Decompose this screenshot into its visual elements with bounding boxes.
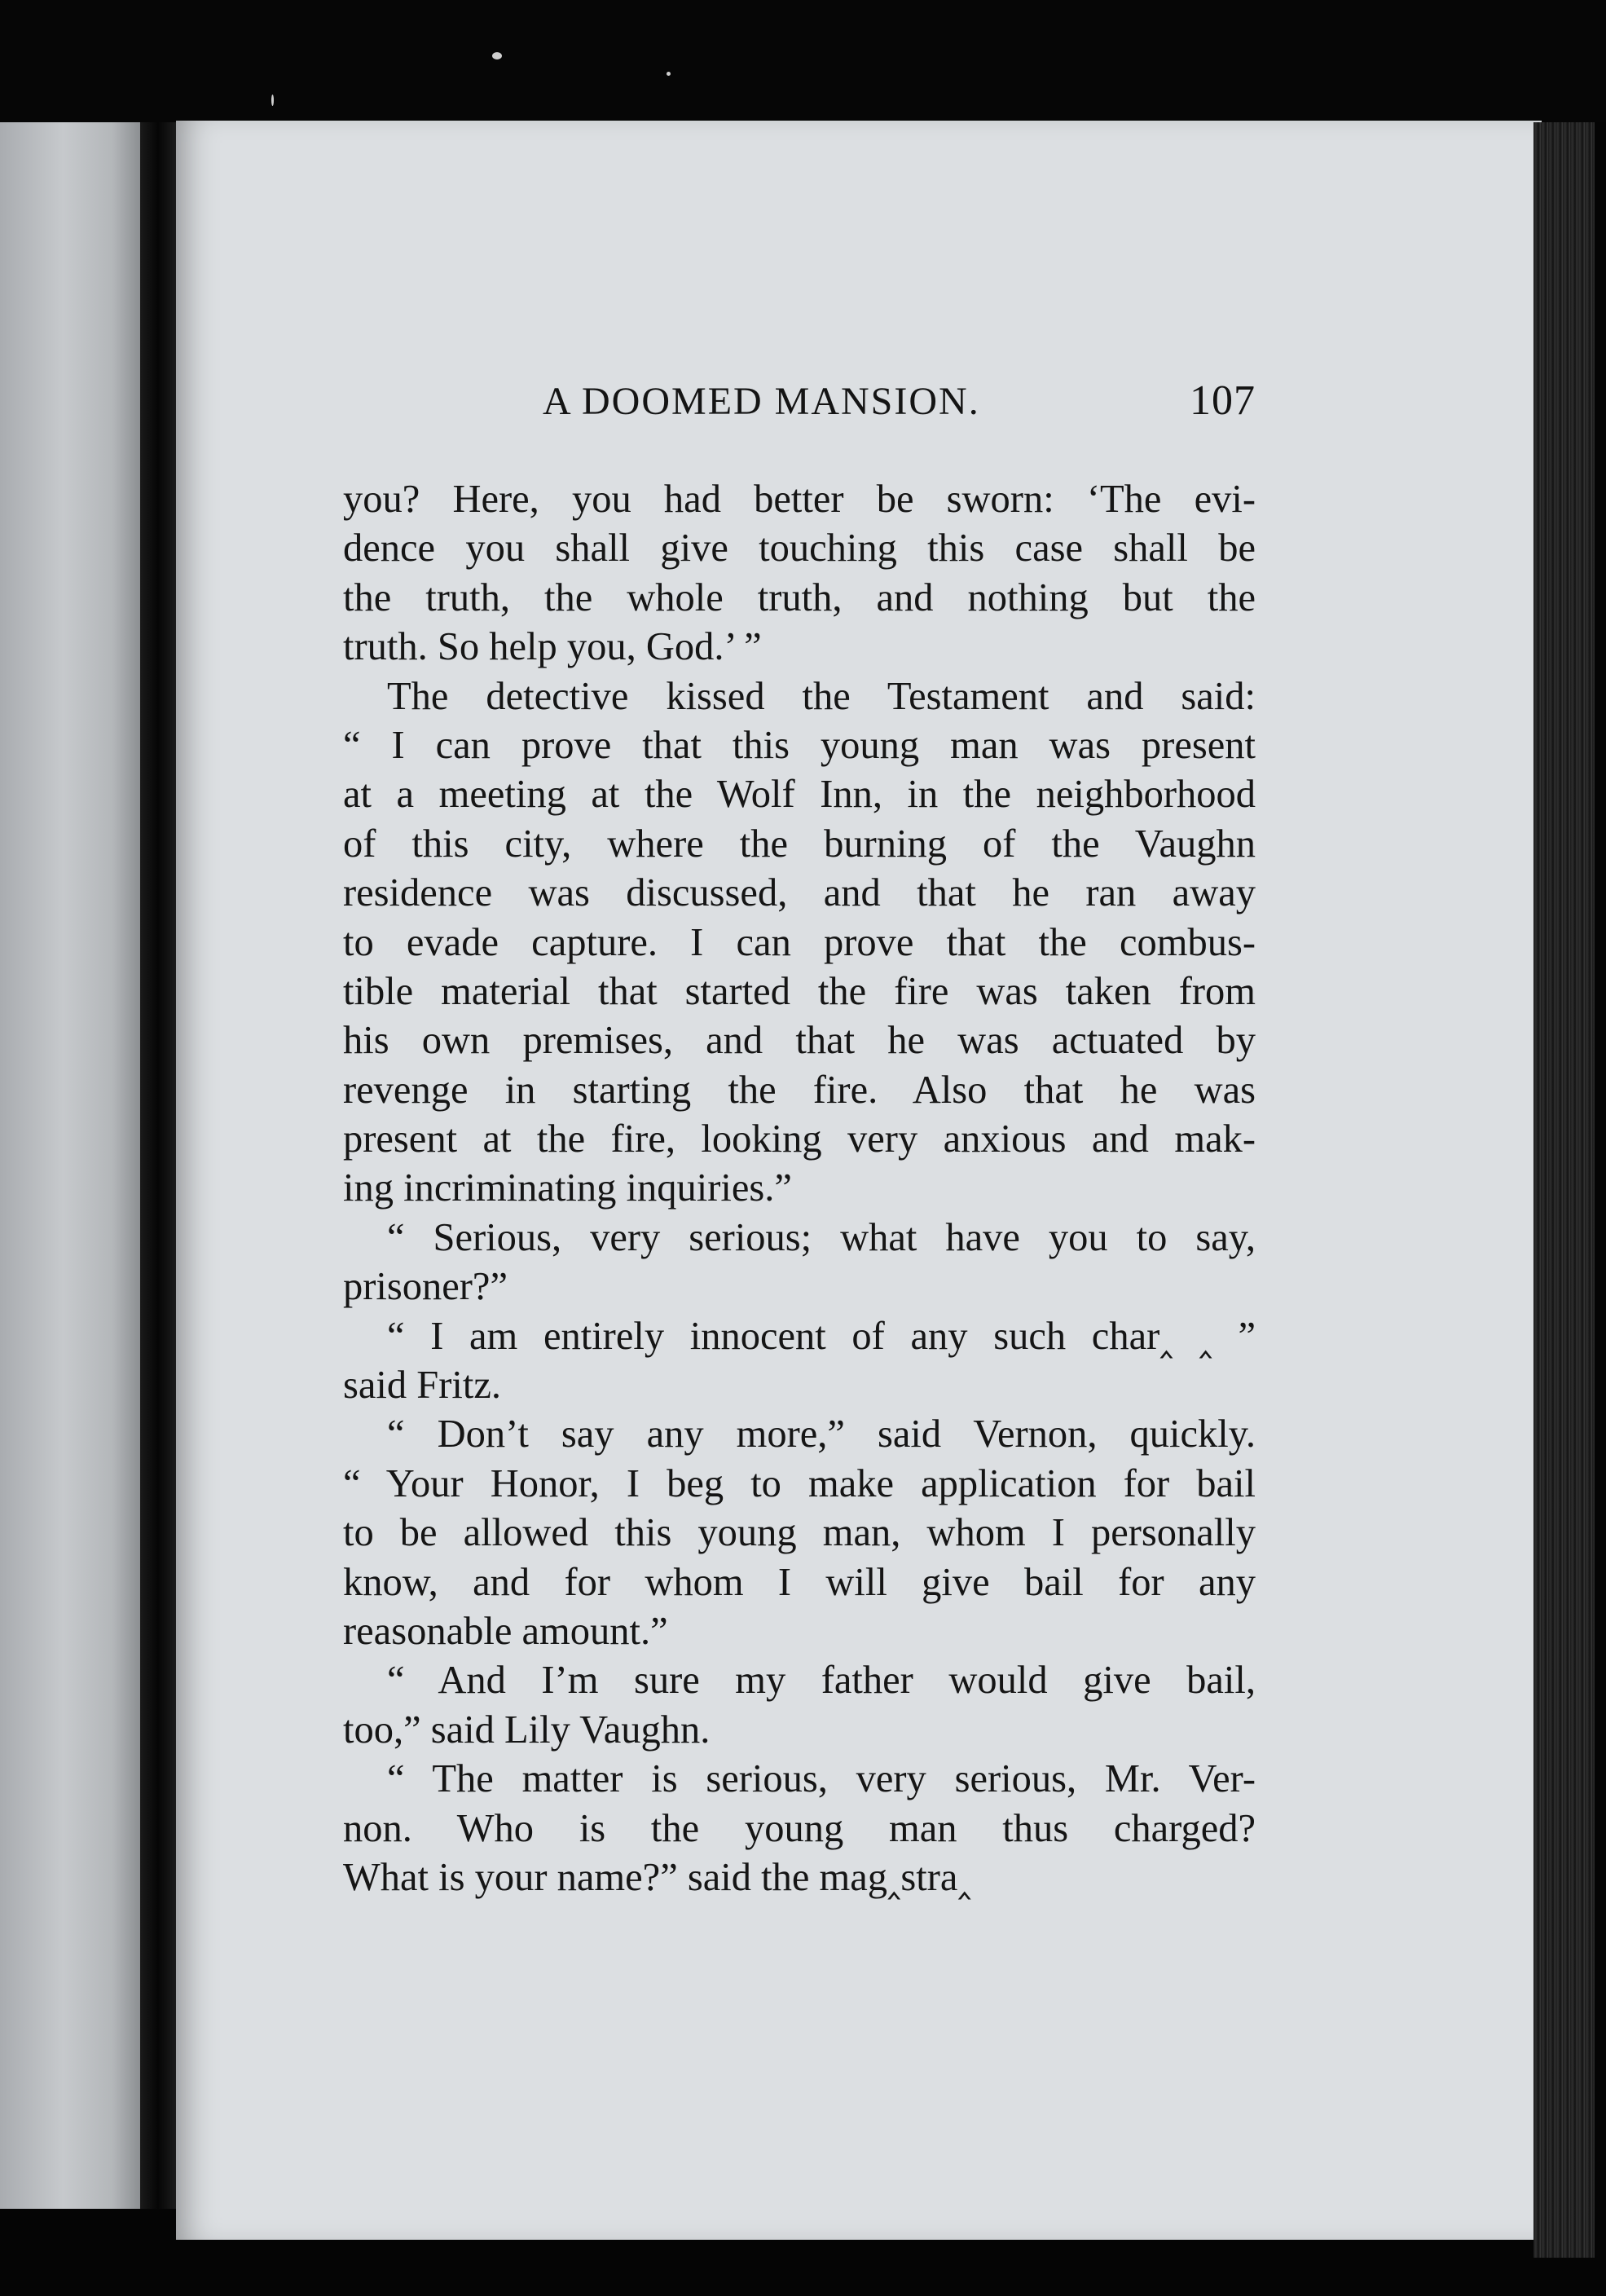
text-line: truth. So help you, God.’ ” [343, 625, 762, 669]
page-fore-edge [1533, 122, 1595, 2258]
text-line: The detective kissed the Testament and said: [387, 674, 1256, 718]
text-line: “ And I’m sure my father would give bail, [387, 1659, 1256, 1703]
facing-page-edge [0, 122, 140, 2209]
text-line: revenge in starting the fire. Also that he was [343, 1068, 1256, 1112]
text-line: of this city, where the burning of the Vaughn [343, 822, 1256, 866]
text-line: tible material that started the fire was taken from [343, 969, 1256, 1013]
text-line: What is your name?” said the mag‸stra‸ [343, 1855, 971, 1899]
text-line: you? Here, you had better be sworn: ‘The evi- [343, 478, 1256, 521]
text-line: dence you shall give touching this case shall be [343, 527, 1256, 571]
text-line: too,” said Lily Vaughn. [343, 1708, 711, 1752]
text-line: “ Your Honor, I beg to make application for bail [343, 1461, 1256, 1505]
text-line: “ Serious, very serious; what have you to say, [387, 1215, 1256, 1259]
scanner-background [0, 0, 1606, 122]
text-line: said Fritz. [343, 1364, 501, 1408]
text-line: “ I can prove that this young man was present [343, 723, 1256, 767]
text-line: to be allowed this young man, whom I personally [343, 1511, 1256, 1555]
text-line: at a meeting at the Wolf Inn, in the neighborhood [343, 773, 1256, 817]
running-head: A DOOMED MANSION. [543, 380, 980, 423]
text-line: the truth, the whole truth, and nothing but the [343, 575, 1256, 619]
text-line: present at the fire, looking very anxious and mak- [343, 1117, 1256, 1161]
page-number: 107 [1190, 377, 1256, 424]
text-line: ing incriminating inquiries.” [343, 1166, 792, 1210]
page-header [343, 377, 1256, 434]
text-line: residence was discussed, and that he ran away [343, 871, 1256, 915]
text-line: to evade capture. I can prove that the combus- [343, 920, 1256, 964]
text-line: his own premises, and that he was actuated by [343, 1019, 1256, 1063]
text-line: non. Who is the young man thus charged? [343, 1806, 1256, 1850]
text-line: “ I am entirely innocent of any such char‸ ‸ ” [387, 1314, 1256, 1358]
text-line: know, and for whom I will give bail for any [343, 1560, 1256, 1604]
text-line: prisoner?” [343, 1265, 508, 1309]
text-line: “ Don’t say any more,” said Vernon, quickly. [387, 1412, 1256, 1456]
dust-speck [271, 95, 274, 106]
dust-speck [492, 52, 502, 59]
text-line: “ The matter is serious, very serious, Mr. Ver- [387, 1757, 1256, 1801]
book-gutter [140, 122, 176, 2209]
dust-speck [667, 72, 671, 76]
text-line: reasonable amount.” [343, 1609, 668, 1653]
body-text [343, 475, 1256, 1902]
